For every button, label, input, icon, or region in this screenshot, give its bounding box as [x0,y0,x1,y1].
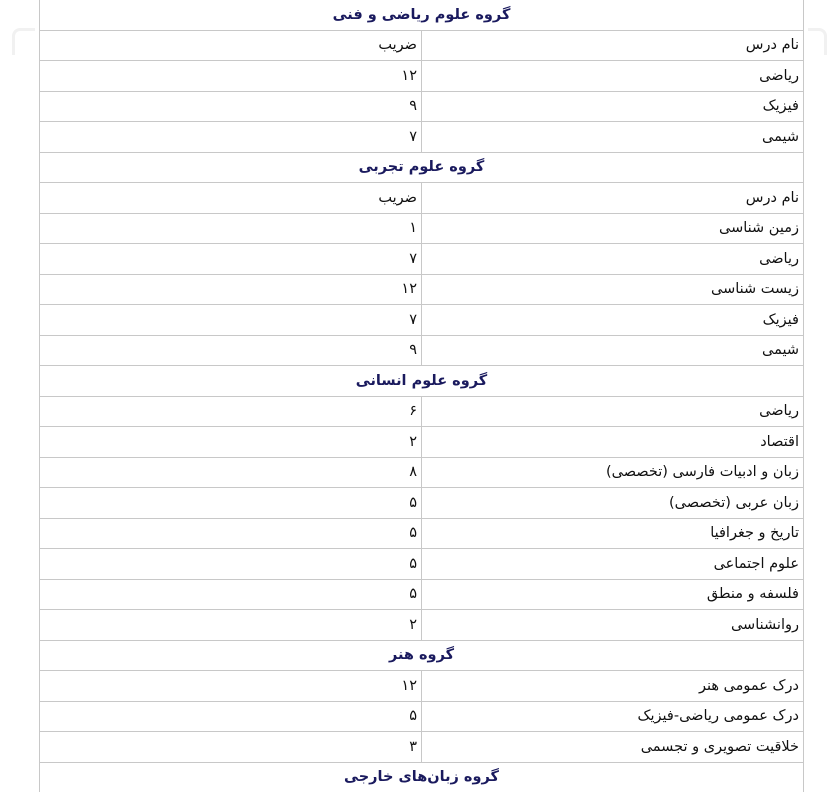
subject-name-cell: خلاقیت تصویری و تجسمی [422,732,804,763]
table-row [40,274,804,305]
table-row [40,427,804,458]
coefficient-cell: ۲ [40,427,422,458]
coefficient-cell: ۵ [40,488,422,519]
table-row [40,457,804,488]
coefficient-cell: ۷ [40,244,422,275]
group-header-row [40,152,804,183]
table-row [40,671,804,702]
subject-name-cell: زبان و ادبیات فارسی (تخصصی) [422,457,804,488]
coefficient-cell: ۱۲ [40,274,422,305]
subject-name-cell: درک عمومی هنر [422,671,804,702]
group-title: گروه زبان‌های خارجی [40,762,804,792]
subject-coefficients-table [39,0,804,792]
group-header-row [40,366,804,397]
group-title: گروه علوم تجربی [40,152,804,183]
table-row [40,183,804,214]
table-row [40,213,804,244]
right-frame-corner [808,28,827,55]
table-row [40,610,804,641]
subject-name-cell: شیمی [422,122,804,153]
group-title: گروه هنر [40,640,804,671]
table-row [40,305,804,336]
group-header-row [40,0,804,30]
coefficient-cell: ۳ [40,732,422,763]
coefficient-cell: ۲ [40,610,422,641]
subject-name-cell: فلسفه و منطق [422,579,804,610]
coefficient-cell: ضریب [40,30,422,61]
coefficient-cell: ۸ [40,457,422,488]
subject-name-cell: روانشناسی [422,610,804,641]
subject-name-cell: ریاضی [422,244,804,275]
left-frame-corner [12,28,35,55]
subject-name-cell: فیزیک [422,91,804,122]
subject-name-cell: زبان عربی (تخصصی) [422,488,804,519]
subject-name-cell: نام درس [422,183,804,214]
subject-name-cell: علوم اجتماعی [422,549,804,580]
subject-name-cell: تاریخ و جغرافیا [422,518,804,549]
subject-name-cell: نام درس [422,30,804,61]
table-row [40,732,804,763]
group-header-row [40,762,804,792]
subject-name-cell: اقتصاد [422,427,804,458]
coefficient-cell: ۶ [40,396,422,427]
subject-name-cell: زمین شناسی [422,213,804,244]
table-row [40,335,804,366]
coefficient-cell: ضریب [40,183,422,214]
coefficient-cell: ۵ [40,518,422,549]
coefficient-cell: ۱۲ [40,61,422,92]
table-row [40,244,804,275]
group-title: گروه علوم انسانی [40,366,804,397]
table-row [40,91,804,122]
group-title: گروه علوم ریاضی و فنی [40,0,804,30]
subject-name-cell: زیست شناسی [422,274,804,305]
subject-name-cell: ریاضی [422,61,804,92]
coefficient-cell: ۵ [40,701,422,732]
group-header-row [40,640,804,671]
table-row [40,549,804,580]
table-body [40,0,804,792]
table-container [39,0,804,792]
table-row [40,701,804,732]
subject-name-cell: ریاضی [422,396,804,427]
coefficient-cell: ۷ [40,122,422,153]
coefficient-cell: ۹ [40,91,422,122]
coefficient-cell: ۹ [40,335,422,366]
subject-name-cell: درک عمومی ریاضی-فیزیک [422,701,804,732]
table-row [40,30,804,61]
coefficient-cell: ۵ [40,579,422,610]
subject-name-cell: فیزیک [422,305,804,336]
table-row [40,579,804,610]
coefficient-cell: ۱ [40,213,422,244]
coefficient-cell: ۱۲ [40,671,422,702]
table-row [40,122,804,153]
table-row [40,488,804,519]
subject-name-cell: شیمی [422,335,804,366]
table-row [40,518,804,549]
coefficient-cell: ۵ [40,549,422,580]
table-row [40,61,804,92]
coefficient-cell: ۷ [40,305,422,336]
table-row [40,396,804,427]
